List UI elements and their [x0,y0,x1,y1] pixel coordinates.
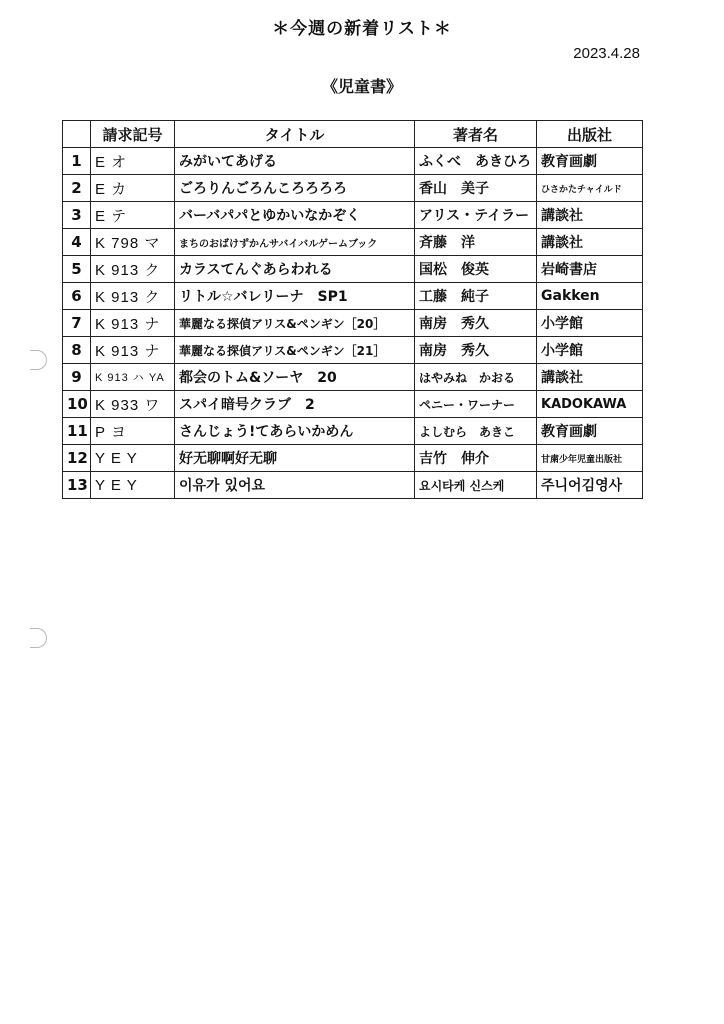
row-number: 6 [63,283,91,310]
publisher-name: Gakken [537,283,643,310]
call-number: Y E Y [91,472,175,499]
book-title: 이유가 있어요 [175,472,415,499]
call-number: P ヨ [91,418,175,445]
row-number: 11 [63,418,91,445]
row-number: 5 [63,256,91,283]
publisher-name: 岩崎書店 [537,256,643,283]
publisher-name: 小学館 [537,310,643,337]
author-name: ふくべ あきひろ [415,148,537,175]
table-row [63,364,643,391]
table-row [63,283,643,310]
call-number: K 798 マ [91,229,175,256]
col-header-call-number: 請求記号 [91,121,175,148]
row-number: 13 [63,472,91,499]
book-title: 華麗なる探偵アリス&ペンギン［20］ [175,310,415,337]
table-row [63,148,643,175]
col-header-title: タイトル [175,121,415,148]
author-name: ペニー・ワーナー [415,391,537,418]
call-number: E オ [91,148,175,175]
col-header-number [63,121,91,148]
list-date: 2023.4.28 [573,45,640,62]
row-number: 4 [63,229,91,256]
call-number: K 913 ク [91,283,175,310]
author-name: 国松 俊英 [415,256,537,283]
row-number: 7 [63,310,91,337]
page-title: ＊今週の新着リスト＊ [272,19,452,39]
col-header-author: 著者名 [415,121,537,148]
book-title: まちのおばけずかんサバイバルゲームブック [175,229,415,256]
publisher-name: 教育画劇 [537,418,643,445]
author-name: 요시타케 신스케 [415,472,537,499]
book-title: 好无聊啊好无聊 [175,445,415,472]
author-name: よしむら あきこ [415,418,537,445]
author-name: 南房 秀久 [415,310,537,337]
publisher-name: 甘粛少年児童出版社 [537,445,643,472]
row-number: 2 [63,175,91,202]
author-name: 吉竹 伸介 [415,445,537,472]
call-number: E カ [91,175,175,202]
publisher-name: ひさかたチャイルド [537,175,643,202]
table-row [63,337,643,364]
col-header-publisher: 出版社 [537,121,643,148]
publisher-name: 講談社 [537,229,643,256]
call-number: K 933 ワ [91,391,175,418]
call-number: K 913 ナ [91,337,175,364]
author-name: 工藤 純子 [415,283,537,310]
book-title: 都会のトム&ソーヤ 20 [175,364,415,391]
table-row [63,202,643,229]
category-subtitle: 《児童書》 [321,77,402,96]
book-title: スパイ暗号クラブ 2 [175,391,415,418]
row-number: 9 [63,364,91,391]
call-number: K 913 ナ [91,310,175,337]
call-number: E テ [91,202,175,229]
book-title: みがいてあげる [175,148,415,175]
publisher-name: 講談社 [537,364,643,391]
author-name: はやみね かおる [415,364,537,391]
row-number: 1 [63,148,91,175]
binder-hole-bottom [30,628,47,648]
book-title: 華麗なる探偵アリス&ペンギン［21］ [175,337,415,364]
author-name: 南房 秀久 [415,337,537,364]
author-name: 香山 美子 [415,175,537,202]
publisher-name: 小学館 [537,337,643,364]
table-row [63,175,643,202]
book-title: リトル☆バレリーナ SP1 [175,283,415,310]
table-row [63,418,643,445]
call-number: Y E Y [91,445,175,472]
call-number: K 913 ク [91,256,175,283]
book-title: バーバパパとゆかいなかぞく [175,202,415,229]
table-row [63,229,643,256]
publisher-name: KADOKAWA [537,391,643,418]
book-title: ごろりんごろんころろろろ [175,175,415,202]
row-number: 10 [63,391,91,418]
row-number: 8 [63,337,91,364]
author-name: 斉藤 洋 [415,229,537,256]
table-row [63,310,643,337]
call-number: K 913 ハ YA [91,364,175,391]
publisher-name: 講談社 [537,202,643,229]
table-row [63,256,643,283]
book-title: さんじょう!てあらいかめん [175,418,415,445]
publisher-name: 주니어김영사 [537,472,643,499]
table-row [63,472,643,499]
binder-hole-top [30,350,47,370]
book-title: カラスてんぐあらわれる [175,256,415,283]
new-books-table [62,120,643,499]
table-header-row [63,121,643,148]
row-number: 12 [63,445,91,472]
author-name: アリス・テイラー [415,202,537,229]
table-row [63,445,643,472]
row-number: 3 [63,202,91,229]
publisher-name: 教育画劇 [537,148,643,175]
table-row [63,391,643,418]
